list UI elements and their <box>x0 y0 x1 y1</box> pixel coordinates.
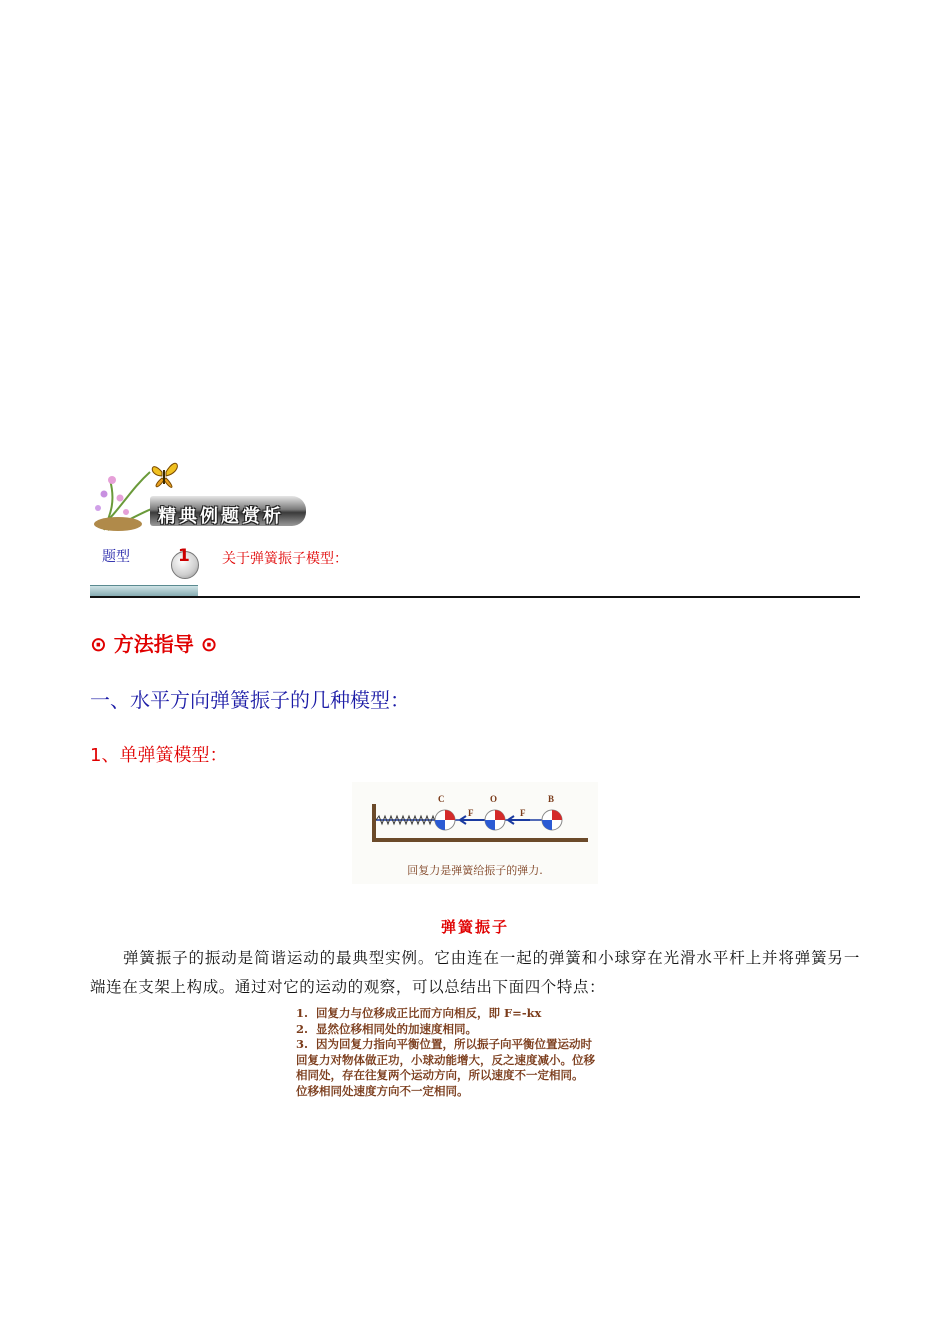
feature-line: 3. 因为回复力指向平衡位置，所以振子向平衡位置运动时 <box>296 1037 593 1051</box>
label-o: O <box>490 794 498 804</box>
question-type-title: 关于弹簧振子模型： <box>222 551 348 567</box>
figure-caption: 回复力是弹簧给振子的弹力. <box>407 864 543 877</box>
question-type-label: 题型 <box>102 549 130 565</box>
features-list <box>296 1006 676 1099</box>
feature-line: 位移相同处速度方向不一定相同。 <box>296 1083 469 1098</box>
label-c: C <box>438 794 445 804</box>
section-heading: 一、水平方向弹簧振子的几种模型： <box>90 688 410 712</box>
label-force: F <box>468 808 474 818</box>
feature-line: 1. 回复力与位移成正比而方向相反，即 F=-kx <box>296 1006 542 1020</box>
ball-icon <box>435 810 455 830</box>
section-banner <box>90 450 310 532</box>
arrow-left-icon <box>508 816 530 824</box>
figure-title: 弹簧振子 <box>440 918 509 936</box>
label-b: B <box>548 794 555 804</box>
question-number: 1 <box>178 546 190 566</box>
feature-line: 2. 显然位移相同处的加速度相同。 <box>296 1021 478 1036</box>
floor <box>372 838 588 842</box>
divider-line <box>90 596 860 598</box>
spring-diagram <box>352 782 598 852</box>
wall <box>372 804 376 842</box>
feature-line: 相同处，存在往复两个运动方向，所以速度不一定相同。 <box>296 1068 584 1082</box>
ball-icon <box>485 810 505 830</box>
spring-oscillator-figure <box>352 782 598 884</box>
label-force: F <box>520 808 526 818</box>
banner-title: 精典例题赏析 <box>158 506 284 527</box>
feature-line: 回复力对物体做正功，小球动能增大，反之速度减小。位移 <box>296 1052 595 1067</box>
ball-icon <box>542 810 562 830</box>
body-paragraph: 弹簧振子的振动是简谐运动的最典型实例。它由连在一起的弹簧和小球穿在光滑水平杆上并将弹簧另一端连在支架上构成。通过对它的运动的观察，可以总结出下面四个特点： <box>90 949 860 996</box>
subsection-heading: 1、单弹簧模型： <box>90 745 228 766</box>
method-heading: ⊙ 方法指导 ⊙ <box>90 632 218 656</box>
